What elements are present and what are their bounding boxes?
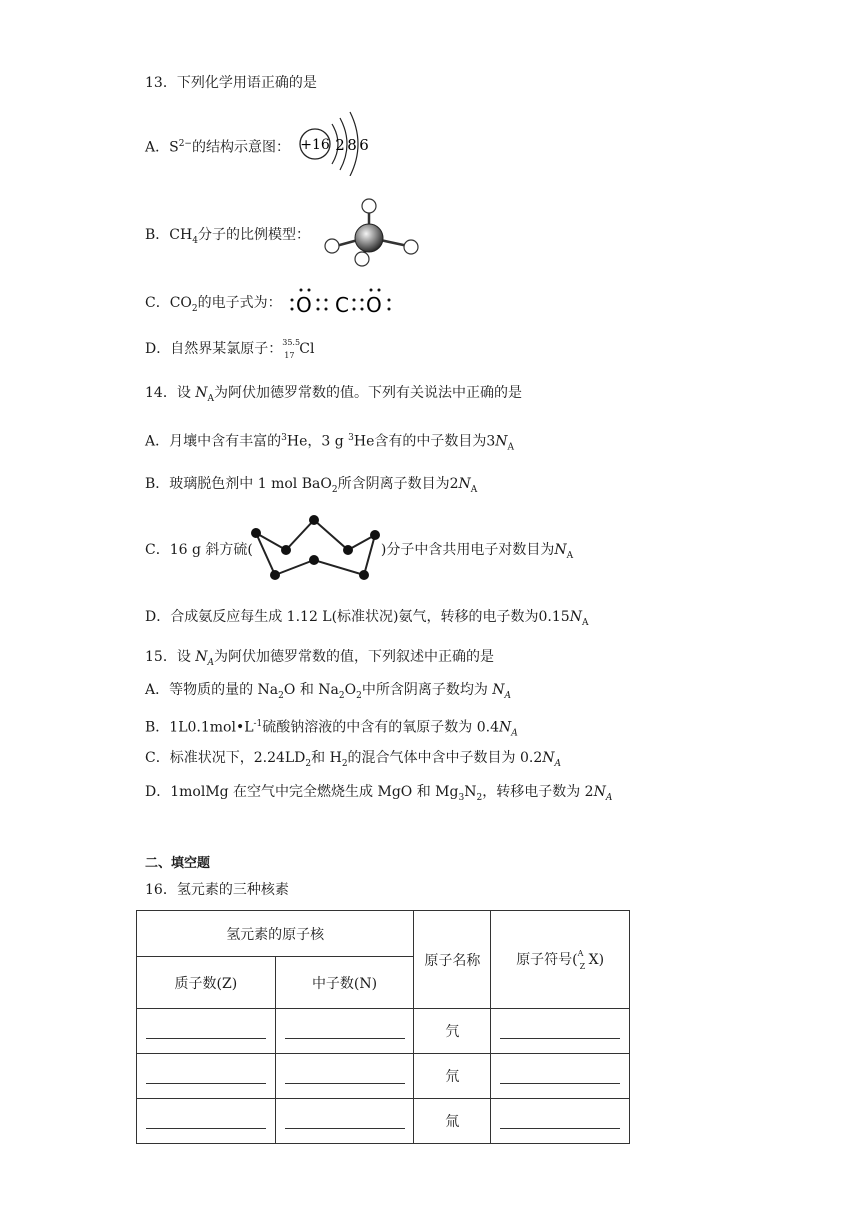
q15-option-d: D．1molMg 在空气中完全燃烧生成 MgO 和 $Mg_3N_2$，转移电子数为 $2N_A$	[145, 784, 613, 803]
co2-electron-dot-formula	[290, 287, 392, 319]
q13-option-c: C．$CO_2$的电子式为：	[145, 295, 282, 314]
header-atomic-nucleus: 氢元素的原子核	[137, 911, 414, 957]
neutron-blank[interactable]	[275, 1099, 414, 1144]
section-title: 二、填空题	[145, 856, 211, 871]
q14-stem: 14．设 $N_A$为阿伏加德罗常数的值。下列有关说法中正确的是	[145, 385, 523, 404]
q13-option-d: D．自然界某氯原子： 35.5 17 Cl	[145, 338, 315, 360]
q14-option-d: D．合成氨反应每生成 1.12 L(标准状况)氨气，转移的电子数为$0.15N_A$	[145, 609, 589, 628]
q13-stem: 13．下列化学用语正确的是	[145, 75, 317, 91]
methane-space-filling-model	[322, 196, 420, 268]
oxygen-symbol: O	[366, 293, 382, 317]
q14-option-c: C．16 g 斜方硫( )分子中含共用电子对数目为$N_A$	[145, 542, 574, 561]
nucleus-charge: +16	[300, 137, 330, 153]
proton-blank[interactable]	[137, 1099, 276, 1144]
header-atom-symbol: 原子符号( A Z X)	[491, 911, 630, 1009]
symbol-blank[interactable]	[491, 1009, 630, 1054]
header-proton-count: 质子数(Z)	[137, 957, 276, 1009]
proton-blank[interactable]	[137, 1054, 276, 1099]
q14-option-b: B．玻璃脱色剂中 1 mol BaO$_2$所含阴离子数目为$2N_A$	[145, 476, 478, 495]
symbol-blank[interactable]	[491, 1099, 630, 1144]
oxygen-symbol: O	[296, 293, 312, 317]
carbon-atom	[355, 224, 383, 252]
hydrogen-atom	[325, 239, 339, 253]
q15-option-c: C．标准状况下，$2.24LD_2$和 $H_2$的混合气体中含中子数目为 $0.2N_A$	[145, 750, 562, 769]
s8-rhombic-sulfur-ring	[248, 513, 382, 583]
hydrogen-atom	[404, 240, 418, 254]
shell-3-count: 6	[359, 136, 369, 154]
hydrogen-atom	[362, 199, 376, 213]
shell-2-count: 8	[347, 136, 357, 154]
q16-stem: 16．氢元素的三种核素	[145, 882, 289, 898]
table-row	[137, 1054, 630, 1099]
q15-stem: 15．设 $N_A$为阿伏加德罗常数的值，下列叙述中正确的是	[145, 649, 495, 668]
header-neutron-count: 中子数(N)	[275, 957, 414, 1009]
q15-option-a: A．等物质的量的 $Na_2O$ 和 $Na_2O_2$中所含阴离子数均为 $N_A$	[145, 682, 512, 701]
table-row	[137, 1009, 630, 1054]
q14-option-a: A．月壤中含有丰富的$^3$He，3 g $^3$He含有的中子数目为$3N_A$	[145, 433, 515, 453]
hydrogen-nuclides-table	[136, 910, 630, 1144]
proton-blank[interactable]	[137, 1009, 276, 1054]
atom-name-cell: 氚	[414, 1099, 491, 1144]
sulfide-ion-structure-diagram	[296, 110, 376, 176]
neutron-blank[interactable]	[275, 1054, 414, 1099]
table-row	[137, 1099, 630, 1144]
carbon-symbol: C	[335, 293, 349, 317]
header-atom-name: 原子名称	[414, 911, 491, 1009]
q13-option-a: A．$S^{2-}$的结构示意图：	[145, 139, 290, 156]
atom-name-cell: 氕	[414, 1009, 491, 1054]
shell-1-count: 2	[335, 136, 345, 154]
q15-option-b: B．$1L0.1mol•L^{-1}$硫酸钠溶液的中含有的氧原子数为 $0.4N_A$	[145, 719, 518, 739]
atom-name-cell: 氘	[414, 1054, 491, 1099]
symbol-blank[interactable]	[491, 1054, 630, 1099]
hydrogen-atom	[355, 252, 369, 266]
neutron-blank[interactable]	[275, 1009, 414, 1054]
q13-option-b: B．$CH_4$分子的比例模型：	[145, 227, 310, 246]
